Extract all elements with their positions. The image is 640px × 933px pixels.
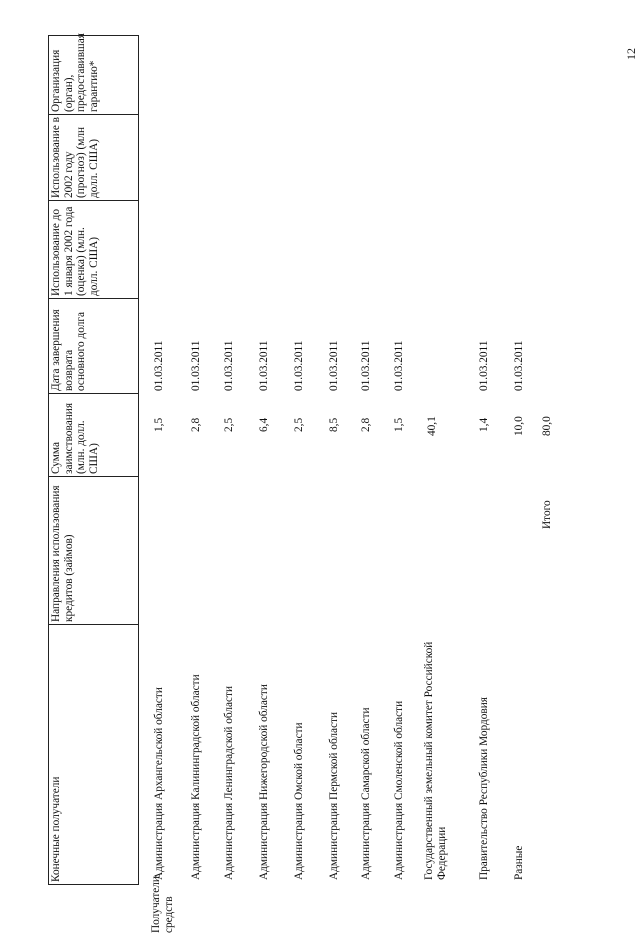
- row-amount: 1,4: [478, 417, 490, 432]
- row-date: 01.03.2011: [478, 340, 490, 391]
- row-amount: 2,5: [293, 417, 305, 432]
- row-amount: 1,5: [393, 417, 405, 432]
- row-recipient: Администрация Пермской области: [328, 711, 340, 880]
- header-used-to-2002: Использование до 1 января 2002 года (оценка) (млн. долл. США): [50, 206, 100, 296]
- row-date: 01.03.2011: [223, 340, 235, 391]
- total-label: Итого: [541, 500, 553, 529]
- row-amount: 40,1: [426, 416, 438, 436]
- header-recipient: Конечные получатели: [50, 776, 62, 882]
- row-recipient: Администрация Архангельской области: [153, 687, 165, 880]
- header-bottom-border: [138, 35, 139, 885]
- row-date: 01.03.2011: [190, 340, 202, 391]
- row-amount: 2,8: [190, 417, 202, 432]
- row-date: 01.03.2011: [513, 340, 525, 391]
- header-used-2002: Использование в 2002 году (прогноз) (млн долл. США): [50, 116, 100, 198]
- row-recipient: Администрация Калининградской области: [190, 674, 202, 880]
- table-top-border: [48, 35, 49, 885]
- row-amount: 2,5: [223, 417, 235, 432]
- rotated-page: [48, 33, 633, 933]
- header-direction: Направления использования кредитов (займов): [50, 485, 75, 622]
- row-amount: 8,5: [328, 417, 340, 432]
- row-date: 01.03.2011: [258, 340, 270, 391]
- total-amount: 80,0: [541, 416, 553, 436]
- row-recipient: Разные: [513, 845, 525, 880]
- page-number: 12: [624, 48, 638, 60]
- row-amount: 6,4: [258, 417, 270, 432]
- row-date: 01.03.2011: [393, 340, 405, 391]
- row-recipient: Администрация Нижегородской области: [258, 684, 270, 880]
- row-date: 01.03.2011: [328, 340, 340, 391]
- row-date: 01.03.2011: [293, 340, 305, 391]
- header-repay-date: Дата завершения возврата основного долга: [50, 309, 87, 391]
- row-recipient: Администрация Омской области: [293, 722, 305, 880]
- loan-table: [48, 33, 633, 933]
- row-recipient: Правительство Республики Мордовия: [478, 696, 490, 880]
- row-recipient: Администрация Смоленской области: [393, 700, 405, 880]
- row-recipient: Администрация Ленинградской области: [223, 685, 235, 880]
- row-amount: 2,8: [360, 417, 372, 432]
- row-recipient: Государственный земельный комитет Российской Федерации: [423, 641, 448, 880]
- section-label: Получатели средств: [150, 876, 175, 933]
- row-date: 01.03.2011: [153, 340, 165, 391]
- row-recipient: Администрация Самарской области: [360, 707, 372, 880]
- row-amount: 10,0: [513, 416, 525, 436]
- header-amount: Сумма заимствования (млн. долл. США): [50, 402, 100, 474]
- header-guarantor: Организация (орган), предоставившая гарантию*: [50, 33, 100, 112]
- row-date: 01.03.2011: [360, 340, 372, 391]
- row-amount: 1,5: [153, 417, 165, 432]
